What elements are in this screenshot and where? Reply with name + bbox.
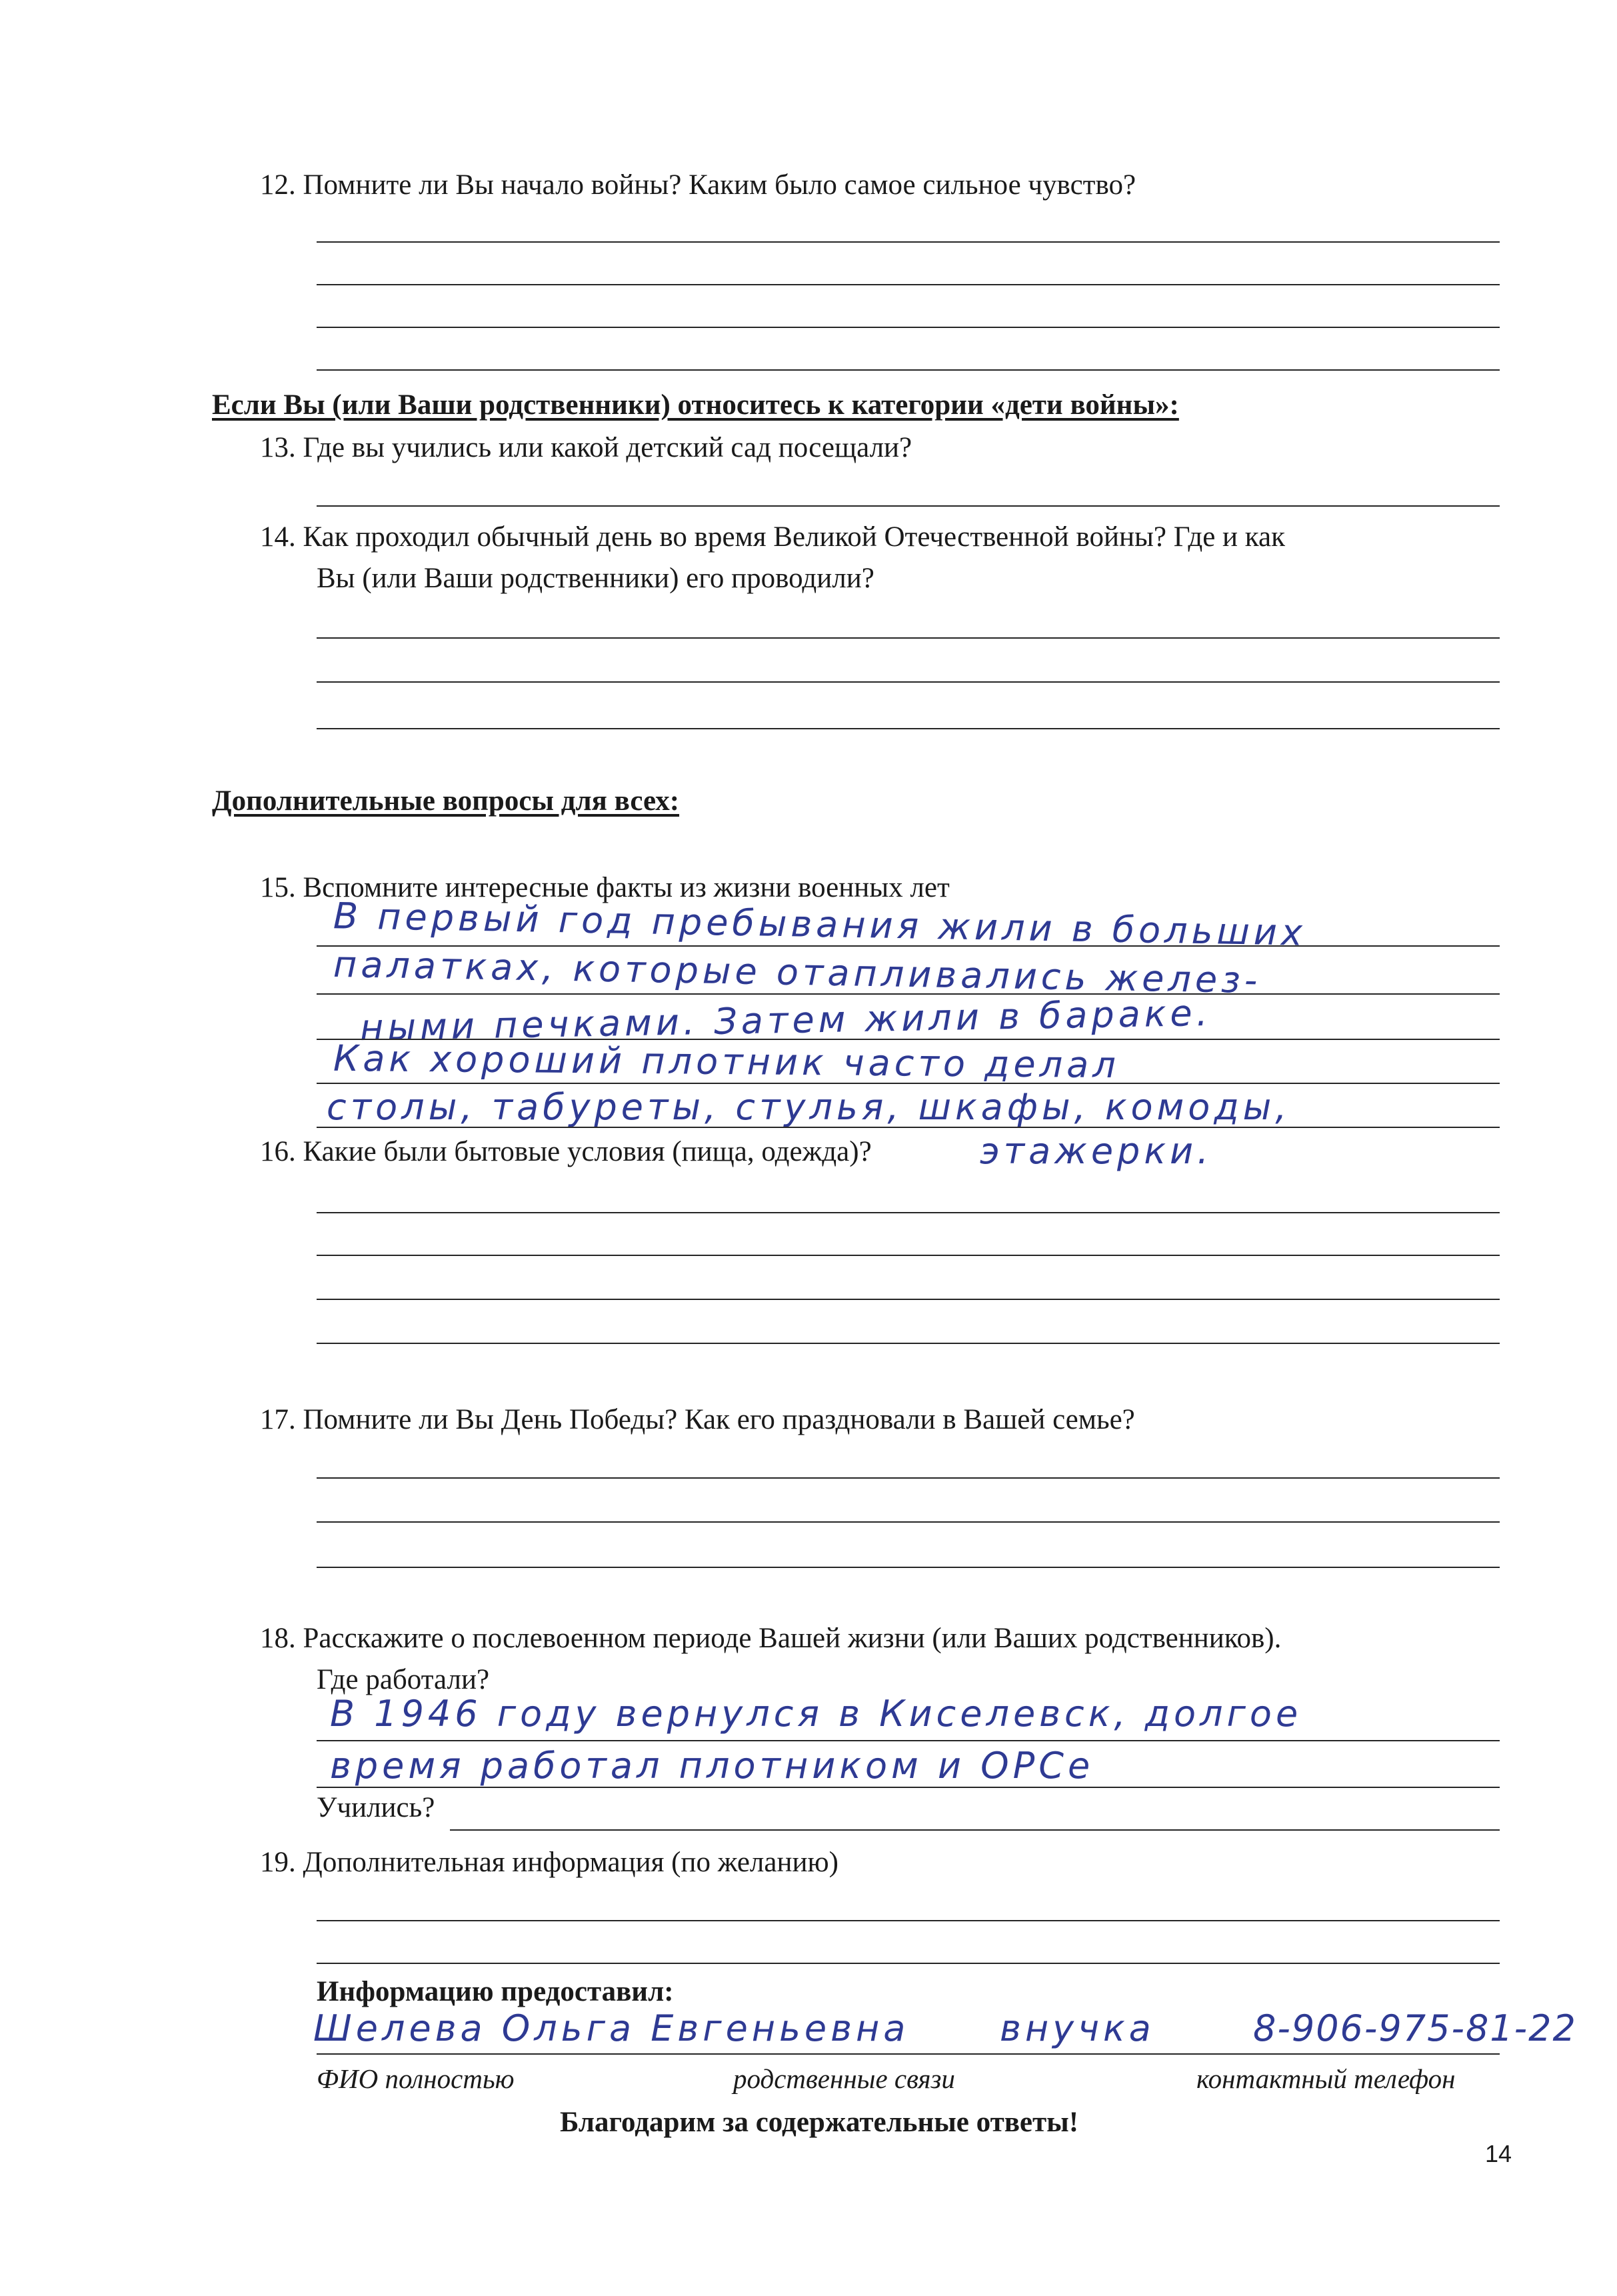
signature-line [317, 2053, 1500, 2055]
handwritten-answer-15-line-3: ными печками. Затем жили в бараке. [359, 991, 1212, 1049]
question-18-line-3: Учились? [317, 1792, 435, 1823]
answer-line [317, 1083, 1500, 1084]
question-16: 16. Какие были бытовые условия (пища, одежда)? [260, 1136, 872, 1167]
question-15: 15. Вспомните интересные факты из жизни военных лет [260, 872, 950, 903]
answer-line [317, 681, 1500, 683]
answer-line [317, 1477, 1500, 1479]
section-heading-children-of-war: Если Вы (или Ваши родственники) относитесь к категории «дети войны»: [212, 389, 1179, 421]
handwritten-answer-18-line-2: время работал плотником и ОРСе [330, 1745, 1094, 1787]
section-heading-extra: Дополнительные вопросы для всех: [212, 785, 680, 817]
question-14-line-2: Вы (или Ваши родственники) его проводили? [317, 563, 874, 594]
caption-full-name: ФИО полностью [317, 2063, 515, 2094]
answer-line [317, 728, 1500, 729]
handwritten-informant-name: Шелева Ольга Евгеньевна [313, 2007, 910, 2049]
answer-line [317, 1343, 1500, 1344]
answer-line [317, 1963, 1500, 1964]
answer-line [317, 1740, 1500, 1741]
answer-line [317, 1255, 1500, 1256]
answer-line [450, 1829, 1500, 1831]
handwritten-answer-15-line-2: палатках, которые отапливались желез- [333, 943, 1262, 1002]
answer-line [317, 505, 1500, 507]
answer-line [317, 1212, 1500, 1213]
answer-line [317, 1299, 1500, 1300]
question-18-line-1: 18. Расскажите о послевоенном периоде Вашей жизни (или Ваших родственников). [260, 1623, 1282, 1654]
answer-line [317, 1127, 1500, 1128]
handwritten-answer-16: этажерки. [980, 1130, 1213, 1172]
question-13: 13. Где вы учились или какой детский сад посещали? [260, 432, 912, 463]
answer-line [317, 369, 1500, 371]
answer-line [317, 241, 1500, 243]
handwritten-informant-relation: внучка [1000, 2007, 1155, 2049]
caption-phone: контактный телефон [1196, 2063, 1456, 2094]
page-number: 14 [1485, 2140, 1512, 2167]
answer-line [317, 993, 1500, 995]
handwritten-answer-18-line-1: В 1946 году вернулся в Киселевск, долгое [330, 1693, 1302, 1735]
question-19: 19. Дополнительная информация (по желанию) [260, 1847, 838, 1878]
question-14-line-1: 14. Как проходил обычный день во время Великой Отечественной войны? Где и как [260, 521, 1286, 553]
answer-line [317, 1787, 1500, 1788]
handwritten-answer-15-line-1: В первый год пребывания жили в больших [333, 895, 1307, 954]
question-17: 17. Помните ли Вы День Победы? Как его праздновали в Вашей семье? [260, 1404, 1135, 1435]
answer-line [317, 1521, 1500, 1523]
answer-line [317, 327, 1500, 328]
thanks-text: Благодарим за содержательные ответы! [560, 2107, 1079, 2138]
answer-line [317, 1567, 1500, 1568]
caption-relation: родственные связи [733, 2063, 955, 2094]
answer-line [317, 1920, 1500, 1921]
question-12: 12. Помните ли Вы начало войны? Каким было самое сильное чувство? [260, 169, 1136, 201]
answer-line [317, 284, 1500, 285]
question-18-line-2: Где работали? [317, 1664, 490, 1695]
handwritten-answer-15-line-4: Как хороший плотник часто делал [333, 1037, 1120, 1087]
handwritten-informant-phone: 8-906-975-81-22 [1253, 2007, 1577, 2049]
answer-line [317, 637, 1500, 639]
informant-heading: Информацию предоставил: [317, 1976, 674, 2007]
handwritten-answer-15-line-5: столы, табуреты, стулья, шкафы, комоды, [327, 1086, 1291, 1128]
